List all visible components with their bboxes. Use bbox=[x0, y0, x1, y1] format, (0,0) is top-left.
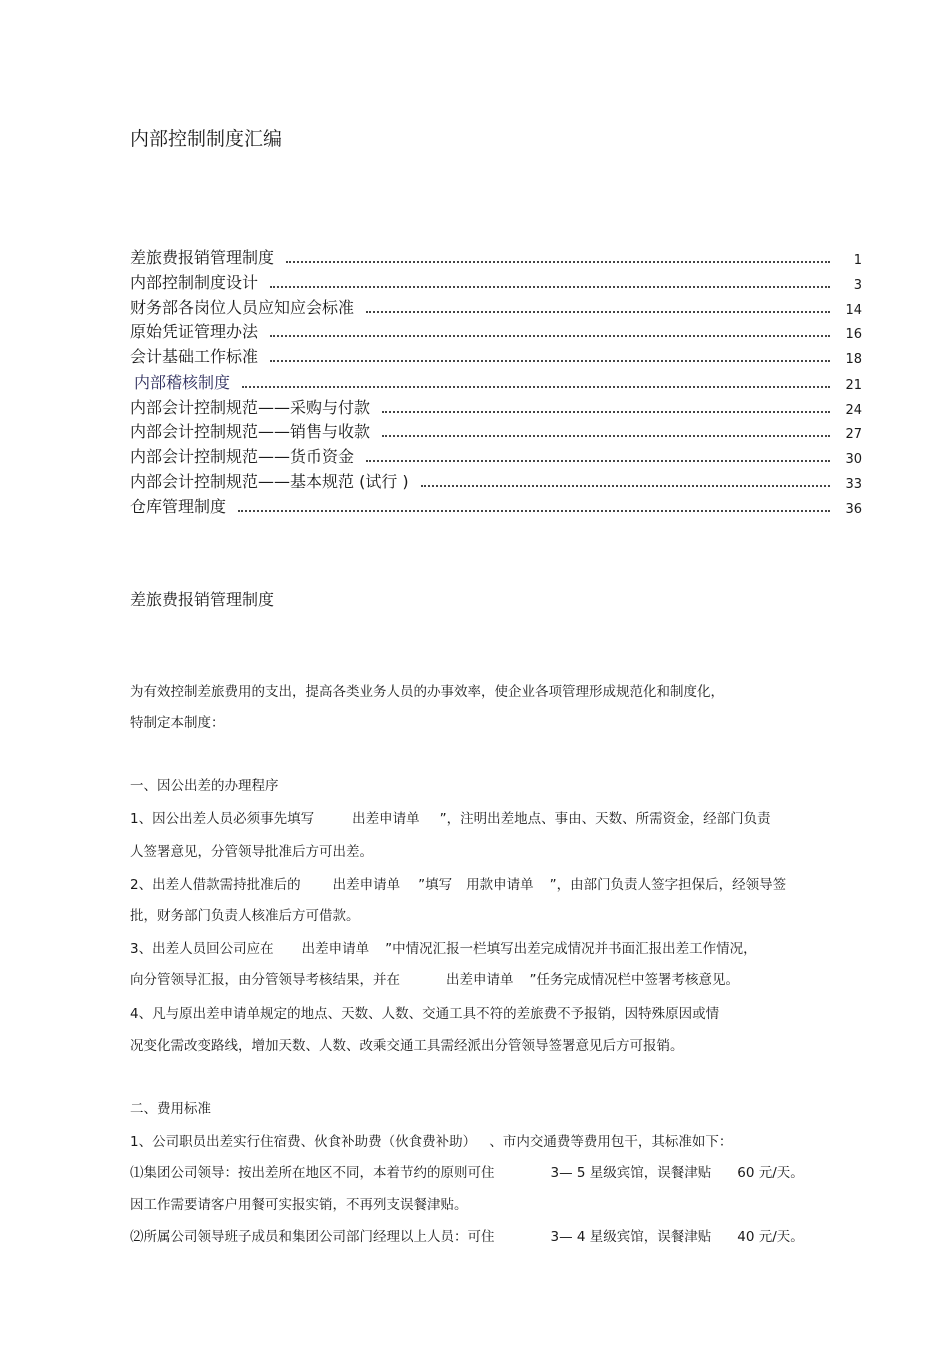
toc-label: 内部稽核制度 bbox=[134, 373, 231, 392]
section-title: 差旅费报销管理制度 bbox=[130, 590, 275, 609]
text-run: ”，注明出差地点、事由、天数、所需资金，经部门负责 bbox=[439, 811, 771, 827]
part1-item3-line1 bbox=[130, 937, 757, 957]
toc-label: 会计基础工作标准 bbox=[130, 347, 259, 366]
toc-page: 3 bbox=[853, 278, 862, 293]
toc-label: 内部会计控制规范——货币资金 bbox=[130, 447, 355, 466]
text-run: 2、出差人借款需持批准后的 bbox=[130, 877, 301, 893]
text-run: ⑵所属公司领导班子成员和集团公司部门经理以上人员：可住 bbox=[130, 1229, 495, 1245]
toc-leader bbox=[286, 261, 830, 263]
toc-row[interactable] bbox=[130, 271, 862, 293]
intro-line: 特制定本制度： bbox=[130, 715, 225, 731]
document-title: 内部控制制度汇编 bbox=[130, 128, 283, 150]
toc-page: 1 bbox=[853, 253, 862, 268]
part2-sub1-line1 bbox=[130, 1161, 804, 1181]
toc-page: 24 bbox=[845, 403, 862, 418]
part2-sub2-line1 bbox=[130, 1225, 804, 1245]
intro-line: 为有效控制差旅费用的支出，提高各类业务人员的办事效率，使企业各项管理形成规范化和制度化， bbox=[130, 684, 724, 700]
text-run: 40 元/天。 bbox=[737, 1229, 804, 1245]
toc-leader bbox=[270, 360, 830, 362]
part1-item4-line1: 4、凡与原出差申请单规定的地点、天数、人数、交通工具不符的差旅费不予报销，因特殊原因或情 bbox=[130, 1006, 720, 1022]
form-name: 出差申请单 bbox=[301, 941, 370, 957]
toc-row[interactable] bbox=[130, 371, 862, 393]
toc-label: 财务部各岗位人员应知应会标准 bbox=[130, 298, 355, 317]
toc-leader bbox=[238, 510, 830, 512]
toc-row[interactable] bbox=[130, 445, 862, 467]
text-run: ”任务完成情况栏中签署考核意见。 bbox=[529, 972, 739, 988]
toc-row[interactable] bbox=[130, 495, 862, 517]
toc-page: 14 bbox=[845, 303, 862, 318]
toc-page: 30 bbox=[845, 452, 862, 467]
toc-row[interactable] bbox=[130, 420, 862, 442]
toc-page: 21 bbox=[845, 378, 862, 393]
toc-row[interactable] bbox=[130, 296, 862, 318]
part2-sub1-line2: 因工作需要请客户用餐可实报实销，不再列支误餐津贴。 bbox=[130, 1197, 468, 1213]
toc-label: 内部会计控制规范——销售与收款 bbox=[130, 422, 371, 441]
text-run: ”中情况汇报一栏填写出差完成情况并书面汇报出差工作情况， bbox=[385, 941, 757, 957]
toc-label: 原始凭证管理办法 bbox=[130, 322, 259, 341]
toc-page: 18 bbox=[845, 352, 862, 367]
form-name: 用款申请单 bbox=[466, 877, 534, 893]
text-run: 1、因公出差人员必须事先填写 bbox=[130, 811, 315, 827]
part2-item1 bbox=[130, 1130, 732, 1150]
text-run: 60 元/天。 bbox=[737, 1165, 804, 1181]
toc-label: 内部会计控制规范——基本规范 (试行 ) bbox=[130, 472, 409, 491]
part1-item2-line1 bbox=[130, 873, 786, 893]
toc-page: 33 bbox=[845, 477, 862, 492]
toc-row[interactable] bbox=[130, 470, 862, 492]
toc-row[interactable] bbox=[130, 320, 862, 342]
toc-label: 内部会计控制规范——采购与付款 bbox=[130, 398, 371, 417]
text-run: 3— 5 星级宾馆，误餐津贴 bbox=[550, 1165, 712, 1181]
toc-label: 内部控制制度设计 bbox=[130, 273, 259, 292]
form-name: 出差申请单 bbox=[446, 972, 514, 988]
toc-leader bbox=[366, 460, 830, 462]
toc-row[interactable] bbox=[130, 345, 862, 367]
text-run: ”填写 bbox=[418, 877, 453, 893]
toc-leader bbox=[270, 335, 830, 337]
part2-heading: 二、费用标准 bbox=[130, 1101, 211, 1117]
toc-row[interactable] bbox=[130, 396, 862, 418]
toc-leader bbox=[421, 485, 830, 487]
toc-page: 36 bbox=[845, 502, 862, 517]
text-run: 向分管领导汇报，由分管领导考核结果，并在 bbox=[130, 972, 400, 988]
toc-leader bbox=[382, 435, 830, 437]
toc-page: 27 bbox=[845, 427, 862, 442]
toc-label: 差旅费报销管理制度 bbox=[130, 248, 275, 267]
part1-heading: 一、因公出差的办理程序 bbox=[130, 778, 279, 794]
part1-item3-line2 bbox=[130, 968, 739, 988]
toc-row[interactable] bbox=[130, 246, 862, 268]
part1-item2-line2: 批，财务部门负责人核准后方可借款。 bbox=[130, 908, 360, 924]
part1-item1-line2: 人签署意见，分管领导批准后方可出差。 bbox=[130, 844, 373, 860]
toc-label: 仓库管理制度 bbox=[130, 497, 227, 516]
toc-leader bbox=[366, 311, 830, 313]
toc-page: 16 bbox=[845, 327, 862, 342]
text-run: 、市内交通费等费用包干，其标准如下： bbox=[489, 1134, 733, 1150]
toc-leader bbox=[382, 411, 830, 413]
text-run: 1、公司职员出差实行住宿费、伙食补助费（伙食费补助） bbox=[130, 1134, 470, 1150]
text-run: 3、出差人员回公司应在 bbox=[130, 941, 274, 957]
text-run: 3— 4 星级宾馆，误餐津贴 bbox=[550, 1229, 712, 1245]
part1-item4-line2: 况变化需改变路线，增加天数、人数、改乘交通工具需经派出分管领导签署意见后方可报销。 bbox=[130, 1038, 684, 1054]
toc-leader bbox=[242, 386, 830, 388]
toc-leader bbox=[270, 286, 830, 288]
text-run: ”，由部门负责人签字担保后，经领导签 bbox=[549, 877, 787, 893]
part1-item1-line1 bbox=[130, 807, 771, 827]
text-run: ⑴集团公司领导：按出差所在地区不同，本着节约的原则可住 bbox=[130, 1165, 495, 1181]
form-name: 出差申请单 bbox=[332, 877, 401, 893]
form-name: 出差申请单 bbox=[352, 811, 420, 827]
